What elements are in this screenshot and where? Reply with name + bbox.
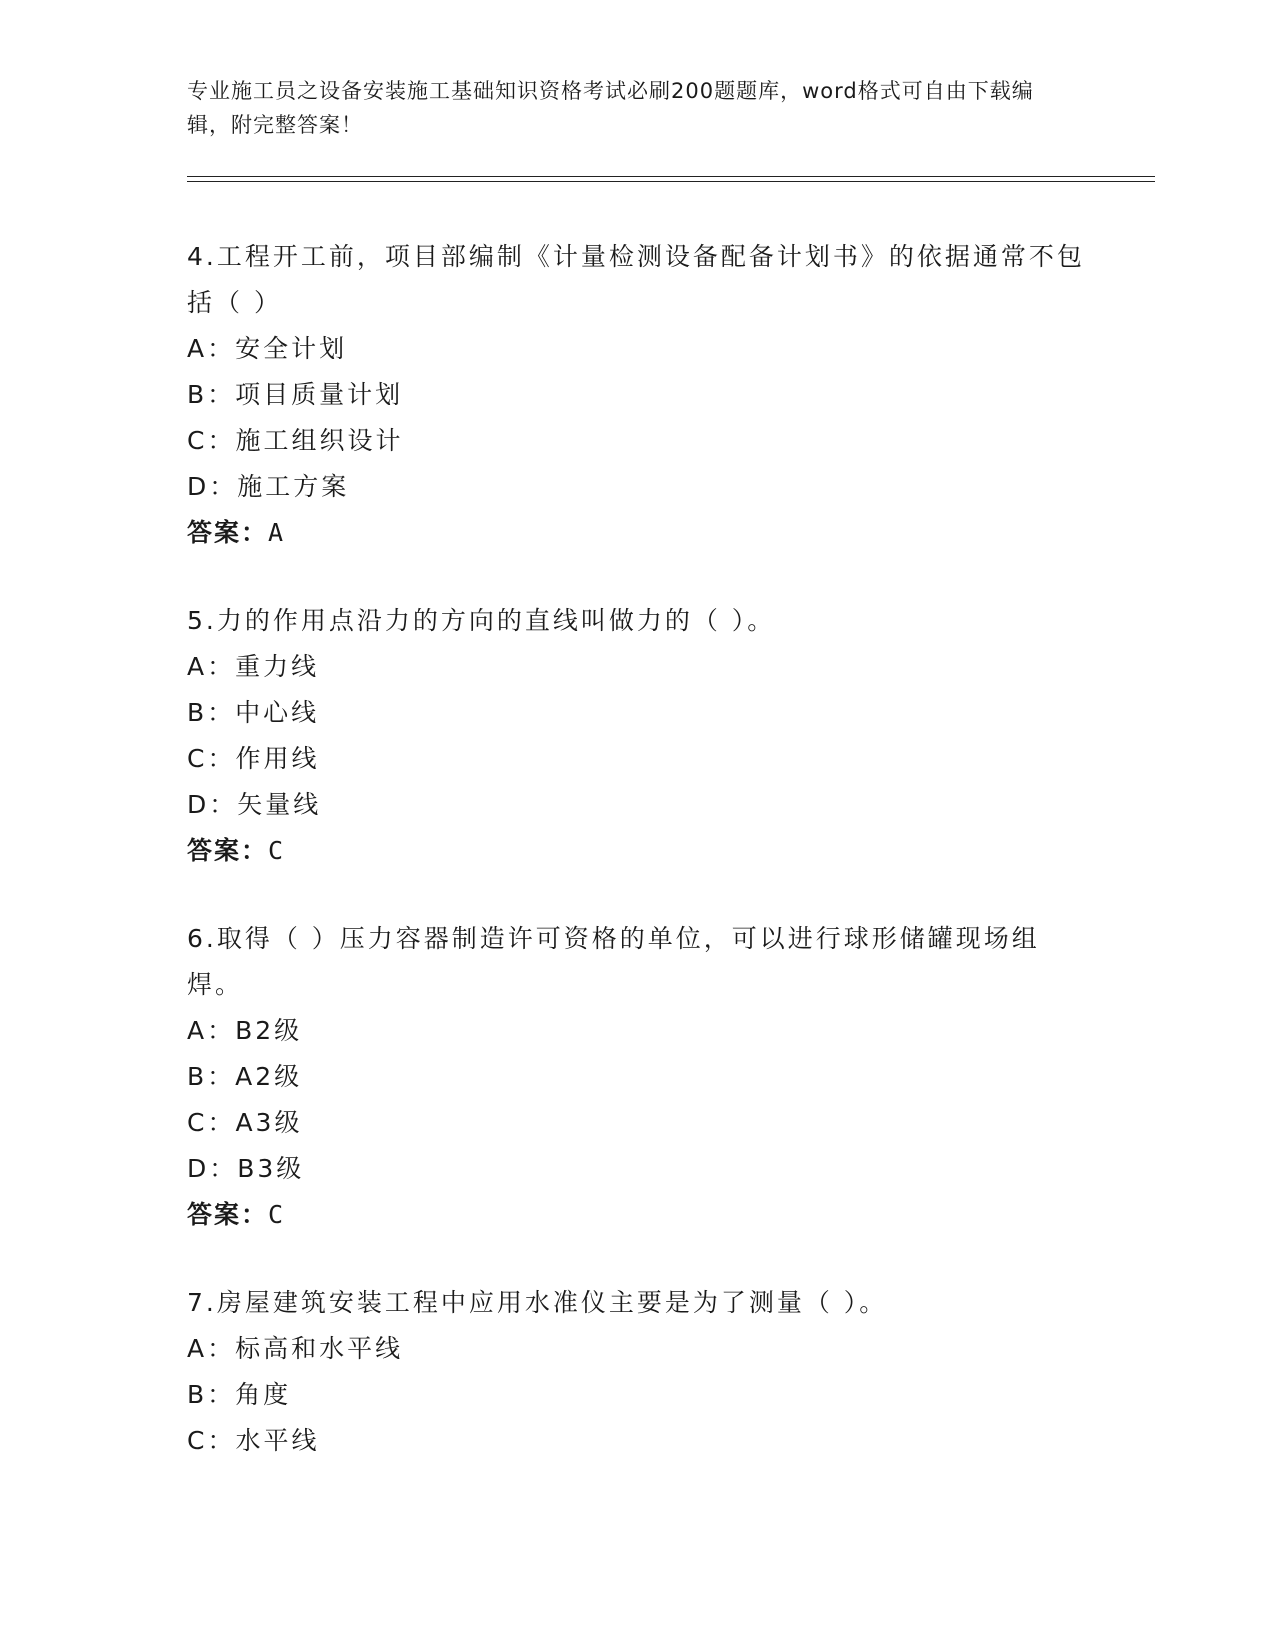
option-c: C：A3级	[187, 1108, 303, 1137]
answer-line	[187, 828, 1087, 874]
option-a: A：标高和水平线	[187, 1334, 404, 1363]
question-text: 7.房屋建筑安装工程中应用水准仪主要是为了测量（ ）。	[187, 1288, 888, 1317]
question-list	[187, 234, 1087, 1506]
question-4	[187, 234, 1087, 556]
answer-label: 答案：	[187, 518, 269, 547]
question-text: 6.取得（ ）压力容器制造许可资格的单位，可以进行球形储罐现场组焊。	[187, 924, 1040, 999]
answer-value: A	[268, 518, 286, 547]
option-b: B：项目质量计划	[187, 380, 404, 409]
option-b: B：中心线	[187, 698, 320, 727]
header-divider-top	[187, 176, 1155, 177]
answer-line	[187, 1192, 1087, 1238]
question-5	[187, 598, 1087, 874]
option-c: C：作用线	[187, 744, 320, 773]
option-a: A：安全计划	[187, 334, 348, 363]
option-a: A：B2级	[187, 1016, 303, 1045]
option-c: C：施工组织设计	[187, 426, 404, 455]
option-d: D：施工方案	[187, 472, 350, 501]
answer-value: C	[268, 1200, 286, 1229]
option-c: C：水平线	[187, 1426, 320, 1455]
header-divider-bottom	[187, 181, 1155, 182]
question-text: 5.力的作用点沿力的方向的直线叫做力的（ ）。	[187, 606, 776, 635]
option-b: B：A2级	[187, 1062, 303, 1091]
option-d: D：B3级	[187, 1154, 305, 1183]
answer-label: 答案：	[187, 1200, 269, 1229]
answer-line	[187, 510, 1087, 556]
option-a: A：重力线	[187, 652, 320, 681]
document-header: 专业施工员之设备安装施工基础知识资格考试必刷200题题库，word格式可自由下载编辑，附完整答案！	[187, 79, 1034, 137]
answer-value: C	[268, 836, 286, 865]
question-7	[187, 1280, 1087, 1464]
question-6	[187, 916, 1087, 1238]
answer-label: 答案：	[187, 836, 269, 865]
question-text: 4.工程开工前，项目部编制《计量检测设备配备计划书》的依据通常不包括（ ）	[187, 242, 1085, 317]
option-b: B：角度	[187, 1380, 292, 1409]
option-d: D：矢量线	[187, 790, 322, 819]
